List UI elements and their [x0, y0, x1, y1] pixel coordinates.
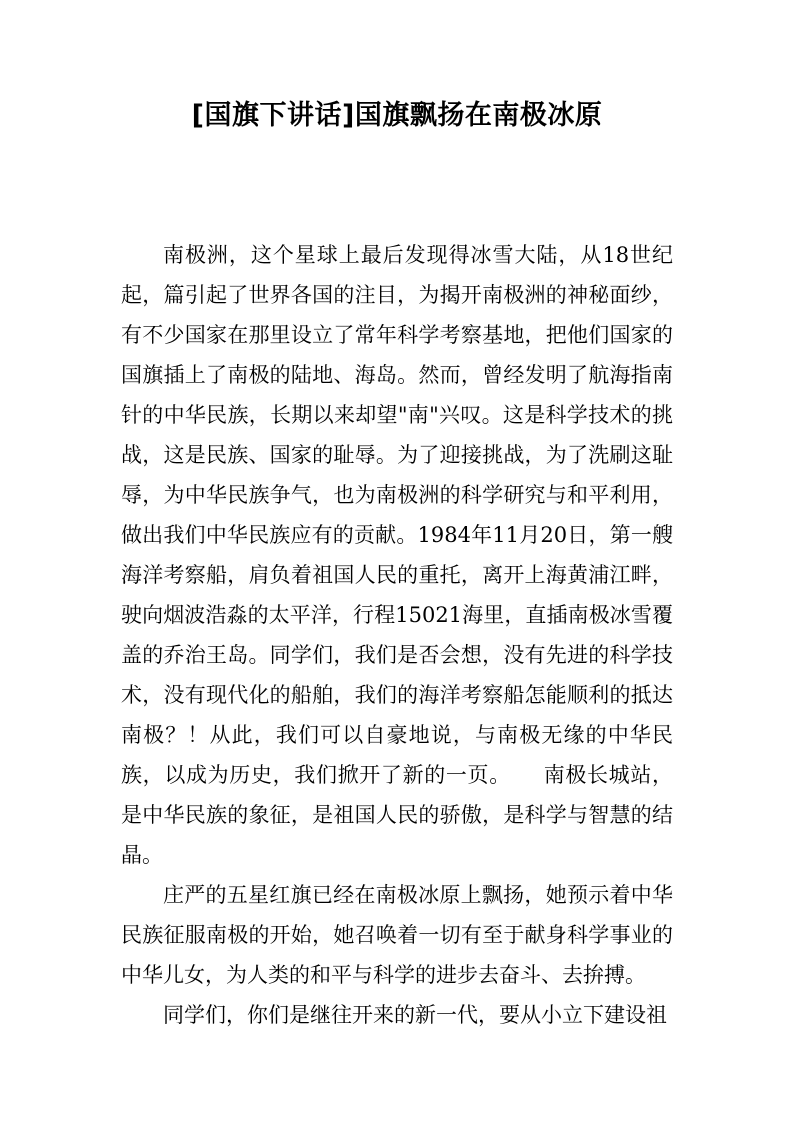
document-body [121, 235, 673, 1035]
paragraph-3: 同学们，你们是继往开来的新一代，要从小立下建设祖 [163, 1003, 667, 1027]
document-title: [国旗下讲话]国旗飘扬在南极冰原 [191, 100, 603, 131]
paragraph-2: 庄严的五星红旗已经在南极冰原上飘扬，她预示着中华民族征服南极的开始，她召唤着一切有至于献身科学事业的中华儿女，为人类的和平与科学的进步去奋斗、去拚搏。 [121, 883, 673, 987]
paragraph-1: 南极洲，这个星球上最后发现得冰雪大陆，从18世纪起，篇引起了世界各国的注目，为揭开南极洲的神秘面纱，有不少国家在那里设立了常年科学考察基地，把他们国家的国旗插上了南极的陆地、海岛。然而，曾经发明了航海指南针的中华民族，长期以来却望"南"兴叹。这是科学技术的挑战，这是民族、国家的耻辱。为了迎接挑战，为了洗刷这耻辱，为中华民族争气，也为南极洲的科学研究与和平利用，做出我们中华民族应有的贡献。1984年11月20日，第一艘海洋考察船，肩负着祖国人民的重托，离开上海黄浦江畔，驶向烟波浩淼的太平洋，行程15021海里，直插南极冰雪覆盖的乔治王岛。同学们，我们是否会想，没有先进的科学技术，没有现代化的船舶，我们的海洋考察船怎能顺利的抵达南极？！从此，我们可以自豪地说，与南极无缘的中华民族，以成为历史，我们掀开了新的一页。 南极长城站，是中华民族的象征，是祖国人民的骄傲，是科学与智慧的结晶。 [121, 243, 673, 867]
